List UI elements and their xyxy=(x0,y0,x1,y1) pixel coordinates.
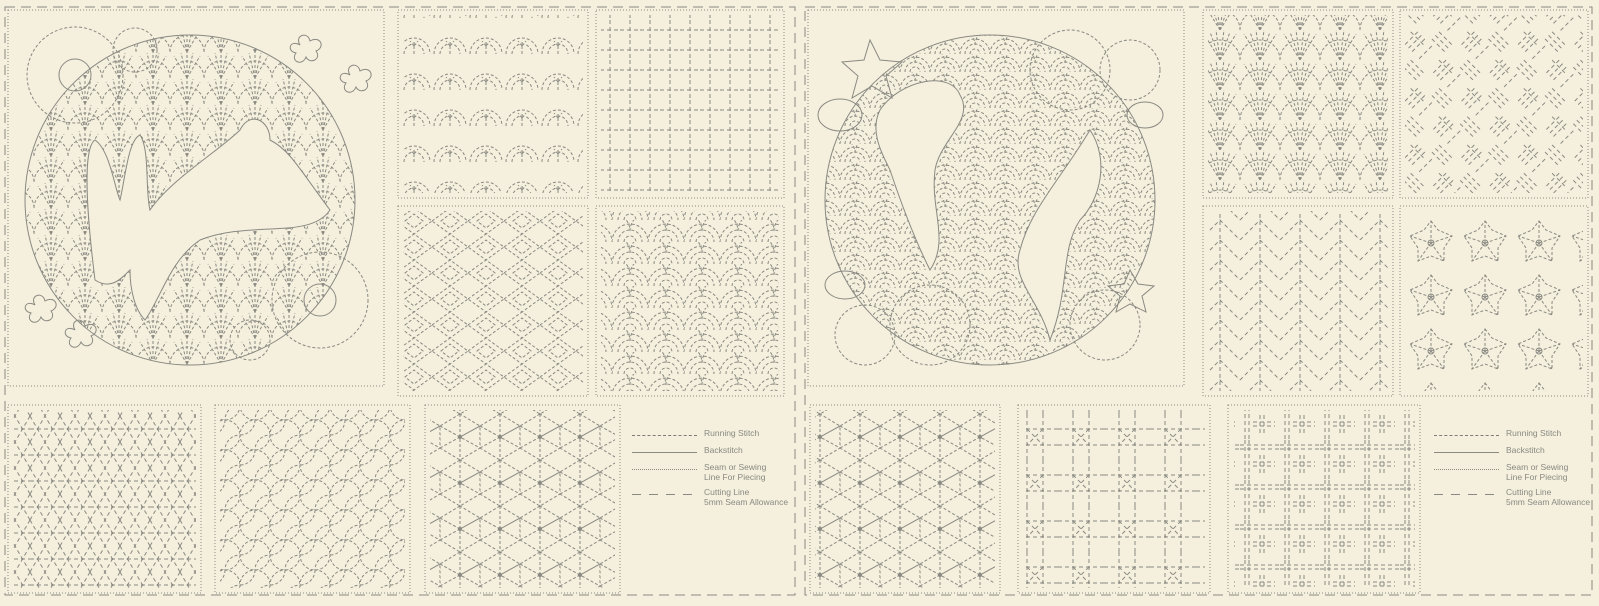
legend-label: Backstitch xyxy=(1506,445,1545,455)
fan-panel xyxy=(1203,10,1393,198)
asanoha-panel-left xyxy=(425,405,620,593)
asanoha-panel-right xyxy=(810,405,1000,593)
seigaiha-wave-panel xyxy=(596,206,784,396)
kagome-panel xyxy=(8,405,201,593)
cutting-line-sample xyxy=(632,494,697,495)
seam-line-sample xyxy=(1434,469,1499,470)
legend-label: Seam or Sewing Line For Piecing xyxy=(704,462,767,482)
legend-backstitch xyxy=(1434,445,1599,462)
legend-label: Cutting Line 5mm Seam Allowance xyxy=(1506,487,1591,507)
shippo-panel xyxy=(215,405,410,593)
rabbit-moon-icon xyxy=(8,10,384,386)
legend-running-stitch xyxy=(1434,428,1599,445)
basketweave-panel xyxy=(1400,10,1588,198)
legend-cutting-line xyxy=(1434,487,1599,512)
legend-label: Seam or Sewing Line For Piecing xyxy=(1506,462,1569,482)
legend-label: Backstitch xyxy=(704,445,743,455)
legend-seam-line xyxy=(632,462,807,487)
stitch-legend-right xyxy=(1434,428,1599,512)
legend-label: Running Stitch xyxy=(1506,428,1562,438)
tile-block-panel xyxy=(1228,405,1420,593)
running-stitch-sample xyxy=(632,435,697,436)
legend-running-stitch xyxy=(632,428,807,445)
koi-pond-icon xyxy=(808,10,1184,386)
diamond-lattice-panel xyxy=(398,206,588,396)
running-stitch-sample xyxy=(1434,435,1499,436)
cross-octagon-panel xyxy=(1018,405,1210,593)
sakura-panel xyxy=(1400,206,1588,396)
cutting-line-sample xyxy=(1434,494,1499,495)
legend-label: Cutting Line 5mm Seam Allowance xyxy=(704,487,789,507)
grid-panel xyxy=(596,10,784,198)
legend-seam-line xyxy=(1434,462,1599,487)
backstitch-sample xyxy=(1434,452,1499,453)
pine-sprout-panel xyxy=(398,10,588,198)
chevron-panel xyxy=(1203,206,1393,396)
legend-backstitch xyxy=(632,445,807,462)
legend-cutting-line xyxy=(632,487,807,512)
stitch-legend-left xyxy=(632,428,807,512)
backstitch-sample xyxy=(632,452,697,453)
legend-label: Running Stitch xyxy=(704,428,760,438)
seam-line-sample xyxy=(632,469,697,470)
